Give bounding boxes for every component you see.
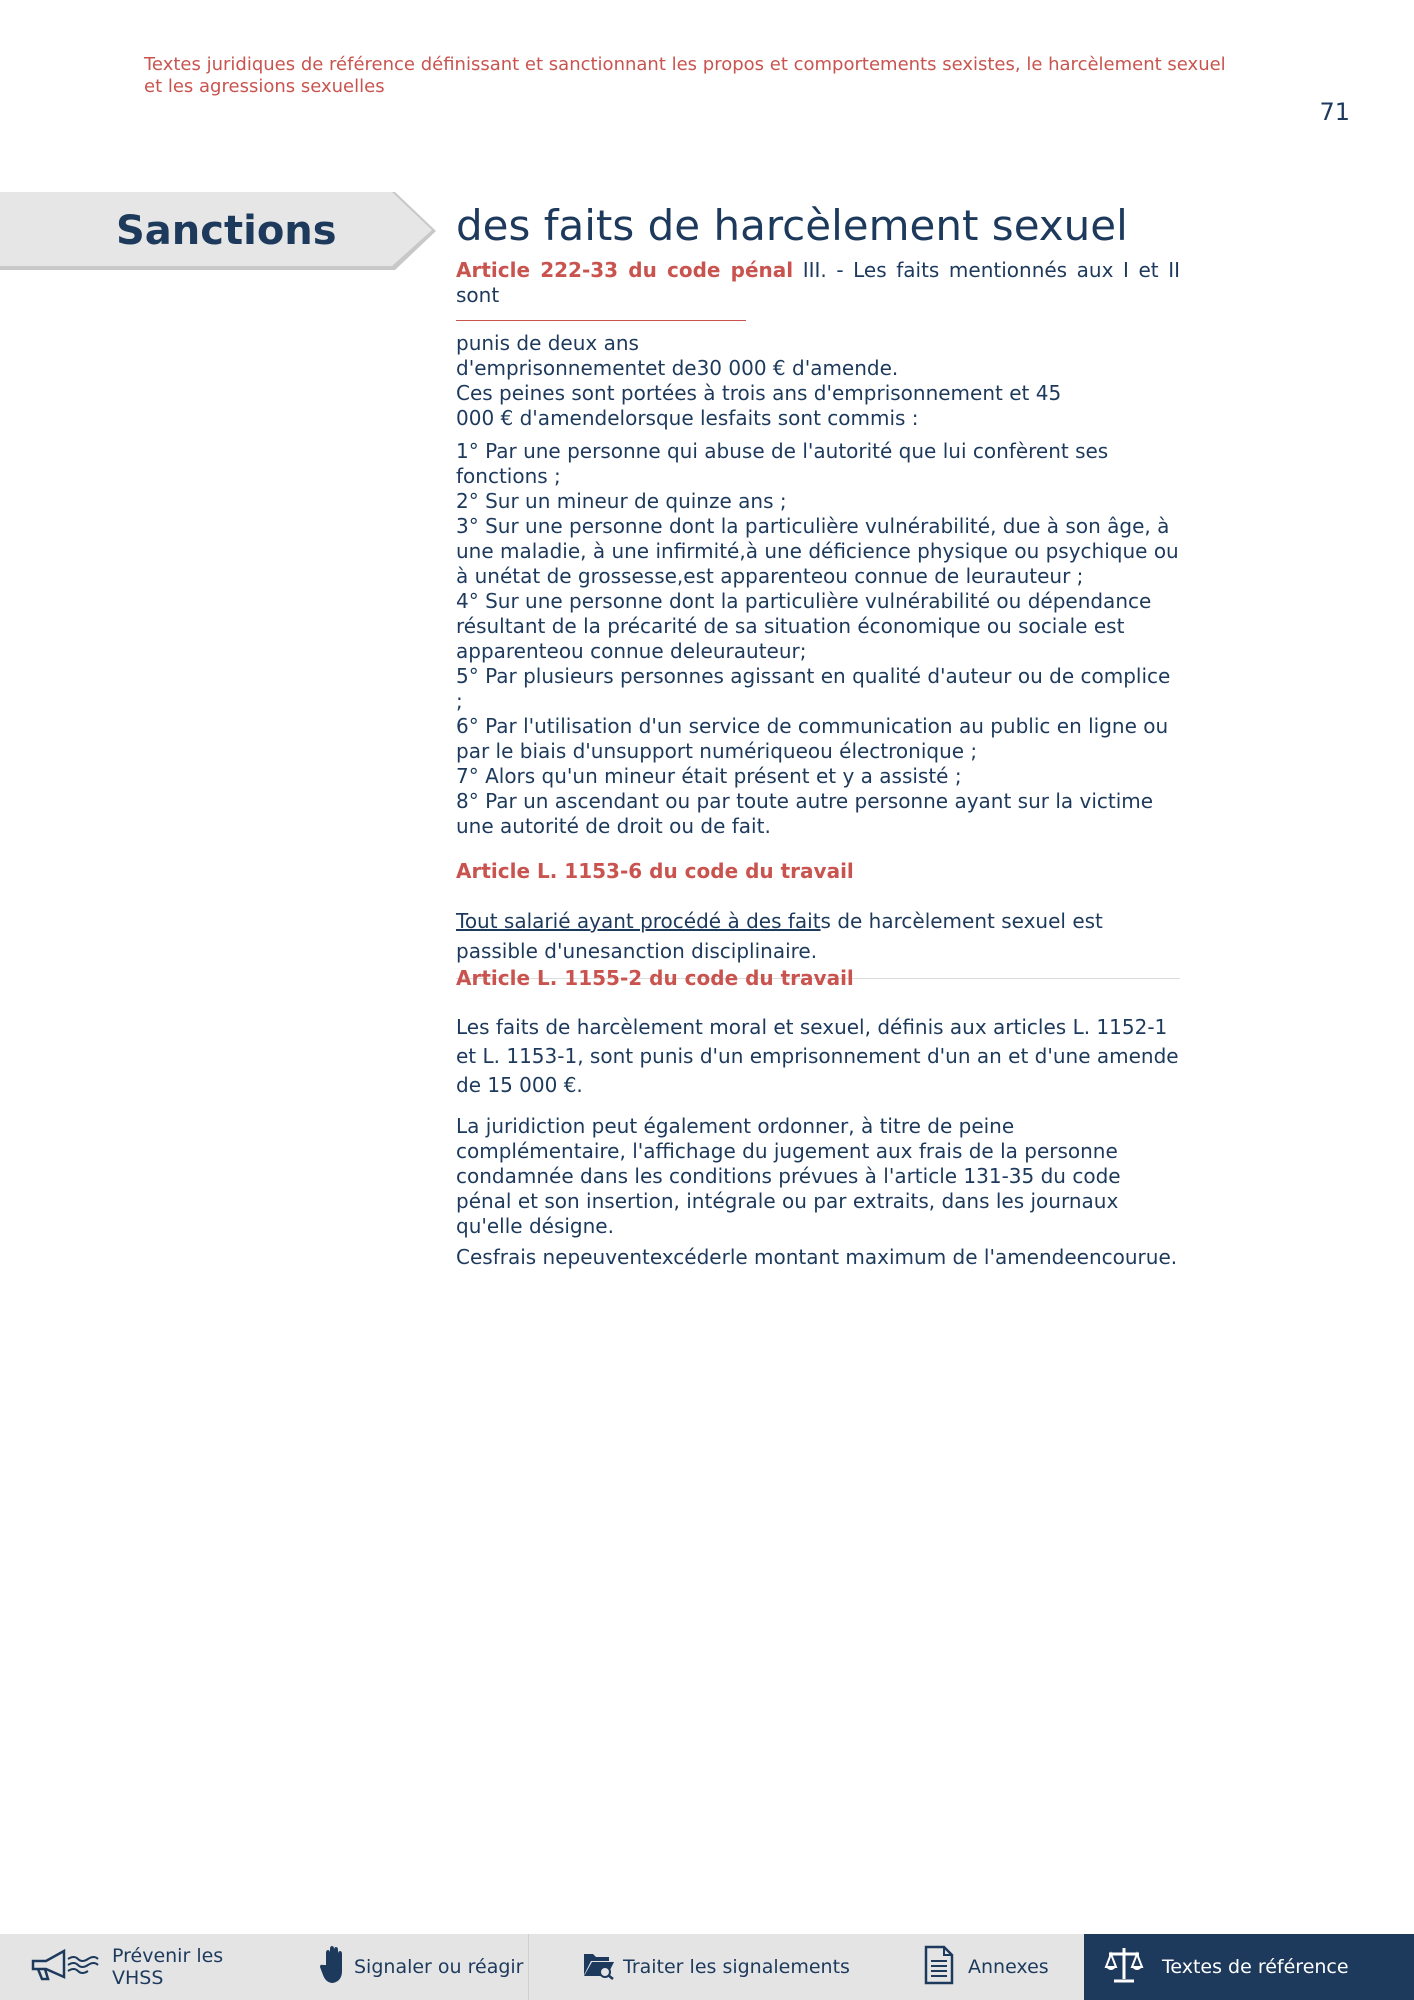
nav-label: Traiter les signalements xyxy=(623,1956,850,1978)
list-item: 3° Sur une personne dont la particulière vulnérabilité, due à son âge, à une maladie, à une infirmité,à une déficience physique ou psychique ou à unétat de grossesse,est apparenteou connue de leurauteur ; xyxy=(456,514,1179,588)
paragraph: Ces peines sont portées à trois ans d'emprisonnement et 45 000 € d'amendelorsque lesfaits sont commis : xyxy=(456,381,1062,430)
nav-prevenir[interactable] xyxy=(0,1934,280,2000)
list-item: 6° Par l'utilisation d'un service de communication au public en ligne ou par le biais d'unsupport numériqueou électronique ; xyxy=(456,714,1169,763)
aggravating-list xyxy=(456,439,1180,839)
list-item: 7° Alors qu'un mineur était présent et y a assisté ; xyxy=(456,764,962,788)
article-l1155-2 xyxy=(456,966,1180,1270)
paragraph: punis de deux ans xyxy=(456,331,639,355)
article-222-33 xyxy=(456,258,1180,839)
nav-traiter[interactable] xyxy=(529,1934,894,2000)
nav-textes[interactable] xyxy=(1084,1934,1414,2000)
nav-signaler[interactable] xyxy=(280,1934,528,2000)
paragraph xyxy=(456,906,1180,966)
nav-label: Textes de référence xyxy=(1162,1956,1349,1978)
running-header: Textes juridiques de référence définissant et sanctionnant les propos et comportements sexistes, le harcèlement sexuel et les agressions sexuelles xyxy=(144,54,1226,97)
page-number: 71 xyxy=(1319,98,1350,126)
list-item: 8° Par un ascendant ou par toute autre personne ayant sur la victime une autorité de droit ou de fait. xyxy=(456,789,1154,838)
scales-icon xyxy=(1104,1945,1144,1990)
paragraph: La juridiction peut également ordonner, à titre de peine complémentaire, l'affichage du jugement aux frais de la personne condamnée dans les conditions prévues à l'article 131-35 du code pénal et son insertion, intégrale ou par extraits, dans les journaux qu'elle désigne. xyxy=(456,1114,1121,1238)
megaphone-icon xyxy=(30,1947,100,1988)
nav-label: Signaler ou réagir xyxy=(354,1956,524,1978)
main-content xyxy=(456,198,1180,1270)
list-item: 1° Par une personne qui abuse de l'autorité que lui confèrent ses fonctions ; xyxy=(456,439,1109,488)
nav-label: Prévenir les VHSS xyxy=(112,1945,224,1989)
article-l1153-6 xyxy=(456,859,1180,966)
bottom-navigation xyxy=(0,1934,1414,2000)
paragraph: Cesfrais nepeuventexcéderle montant maximum de l'amendeencourue. xyxy=(456,1245,1178,1269)
red-rule xyxy=(456,320,746,321)
page-title: des faits de harcèlement sexuel xyxy=(456,201,1128,250)
section-tab xyxy=(0,192,436,270)
nav-label: Annexes xyxy=(968,1956,1049,1978)
list-item: 4° Sur une personne dont la particulière vulnérabilité ou dépendance résultant de la précarité de sa situation économique ou sociale est apparenteou connue deleurauteur; xyxy=(456,589,1152,663)
folder-search-icon xyxy=(583,1950,615,1985)
paragraph: Les faits de harcèlement moral et sexuel, définis aux articles L. 1152-1 et L. 1153-1, sont punis d'un emprisonnement d'un an et d'une amende de 15 000 €. xyxy=(456,1015,1179,1097)
list-item: 5° Par plusieurs personnes agissant en qualité d'auteur ou de complice ; xyxy=(456,664,1171,713)
article-ref: Article 222-33 du code pénal xyxy=(456,258,794,282)
article-heading: Article L. 1153-6 du code du travail xyxy=(456,859,854,883)
nav-annexes[interactable] xyxy=(894,1934,1084,2000)
tab-label: Sanctions xyxy=(116,208,337,254)
paragraph: d'emprisonnementet de30 000 € d'amende. xyxy=(456,356,899,380)
list-item: 2° Sur un mineur de quinze ans ; xyxy=(456,489,787,513)
underlined-text: Tout salarié ayant procédé à des fait xyxy=(456,909,821,933)
article-lead: III. - Les faits mentionnés aux I et II sont xyxy=(456,258,1180,307)
paragraph-text: s de harcèlement sexuel est passible d'unesanction disciplinaire. xyxy=(456,909,1103,963)
hand-icon xyxy=(320,1945,348,1990)
article-heading: Article L. 1155-2 du code du travail xyxy=(456,966,854,990)
document-icon xyxy=(924,1945,954,1990)
article-first-line xyxy=(456,258,1180,308)
